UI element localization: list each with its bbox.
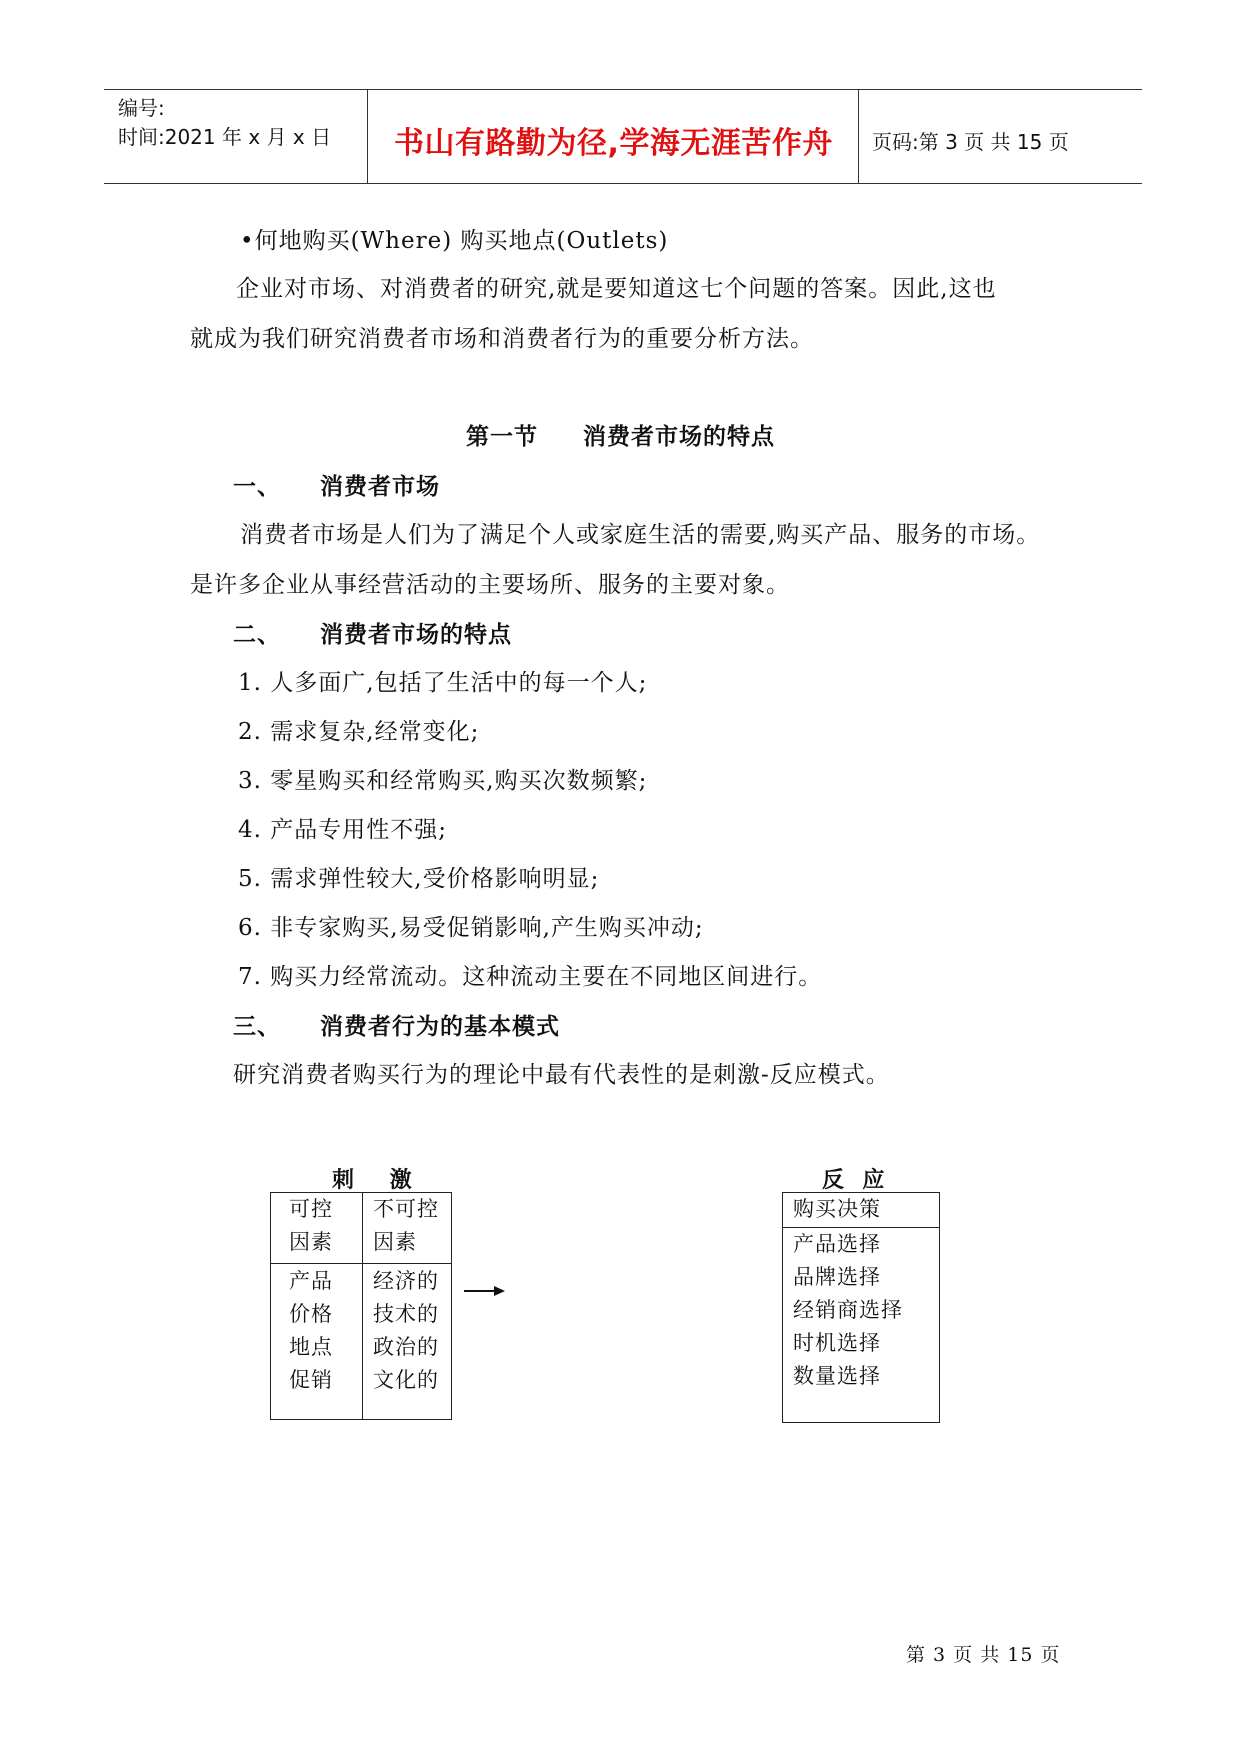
heading-3-title: 消费者行为的基本模式: [320, 1014, 560, 1040]
feature-item: 2. 需求复杂,经常变化;: [238, 719, 480, 745]
heading-1-title: 消费者市场: [320, 474, 440, 500]
response-item: 数量选择: [793, 1364, 881, 1388]
feature-item: 4. 产品专用性不强;: [238, 817, 448, 843]
uncontrollable-header: [373, 1193, 439, 1259]
stimulus-box: [270, 1192, 452, 1420]
response-item: 经销商选择: [793, 1298, 903, 1322]
header-divider-left: [367, 90, 368, 184]
response-box: [782, 1192, 940, 1423]
intro-line-2: 就成为我们研究消费者市场和消费者行为的重要分析方法。: [190, 326, 814, 352]
feature-item: 3. 零星购买和经常购买,购买次数频繁;: [238, 768, 648, 794]
response-item: 品牌选择: [793, 1265, 881, 1289]
response-items: [793, 1228, 903, 1393]
footer-page-number: 第 3 页 共 15 页: [906, 1644, 1061, 1666]
section-title: 第一节 消费者市场的特点: [466, 424, 776, 450]
feature-item: 6. 非专家购买,易受促销影响,产生购买冲动;: [238, 915, 704, 941]
stimulus-column-divider: [362, 1193, 363, 1419]
controllable-item: 价格: [289, 1302, 333, 1326]
uncontrollable-item: 文化的: [373, 1368, 439, 1392]
heading-1-number: 一、: [233, 474, 281, 500]
heading-2-number: 二、: [233, 622, 281, 648]
header-number-label: 编号:: [118, 96, 165, 120]
bullet-where-line: •何地购买(Where) 购买地点(Outlets): [240, 228, 669, 254]
header-motto: 书山有路勤为径,学海无涯苦作舟: [394, 126, 833, 161]
heading-3-number: 三、: [233, 1014, 281, 1040]
controllable-header-line: 可控: [289, 1197, 333, 1221]
intro-line-1: 企业对市场、对消费者的研究,就是要知道这七个问题的答案。因此,这也: [236, 276, 997, 302]
feature-item: 7. 购买力经常流动。这种流动主要在不同地区间进行。: [238, 964, 823, 990]
uncontrollable-item: 技术的: [373, 1302, 439, 1326]
uncontrollable-item: 经济的: [373, 1269, 439, 1293]
stimulus-header-divider: [271, 1263, 451, 1264]
heading-2-title: 消费者市场的特点: [320, 622, 512, 648]
controllable-item: 产品: [289, 1269, 333, 1293]
paragraph-3: 研究消费者购买行为的理论中最有代表性的是刺激-反应模式。: [233, 1062, 890, 1088]
response-header: 购买决策: [793, 1197, 881, 1221]
response-title: 反 应: [822, 1168, 886, 1193]
controllable-header: [289, 1193, 333, 1259]
uncontrollable-item: 政治的: [373, 1335, 439, 1359]
response-item: 产品选择: [793, 1232, 881, 1256]
arrow-right-icon: [464, 1284, 506, 1298]
uncontrollable-header-line: 不可控: [373, 1197, 439, 1221]
header-top-rule: [104, 89, 1142, 90]
response-item: 时机选择: [793, 1331, 881, 1355]
uncontrollable-header-line: 因素: [373, 1230, 417, 1254]
header-bottom-rule: [104, 183, 1142, 184]
uncontrollable-items: [373, 1265, 439, 1397]
paragraph-1-line-2: 是许多企业从事经营活动的主要场所、服务的主要对象。: [190, 572, 790, 598]
controllable-header-line: 因素: [289, 1230, 333, 1254]
feature-item: 5. 需求弹性较大,受价格影响明显;: [238, 866, 600, 892]
header-divider-right: [858, 90, 859, 184]
paragraph-1-line-1: 消费者市场是人们为了满足个人或家庭生活的需要,购买产品、服务的市场。: [240, 522, 1041, 548]
header-page-label: 页码:第 3 页 共 15 页: [872, 130, 1069, 154]
controllable-item: 促销: [289, 1368, 333, 1392]
feature-item: 1. 人多面广,包括了生活中的每一个人;: [238, 670, 648, 696]
controllable-item: 地点: [289, 1335, 333, 1359]
header-time-label: 时间:2021 年 x 月 x 日: [118, 125, 332, 149]
controllable-items: [289, 1265, 333, 1397]
stimulus-title: 刺 激: [332, 1168, 413, 1193]
